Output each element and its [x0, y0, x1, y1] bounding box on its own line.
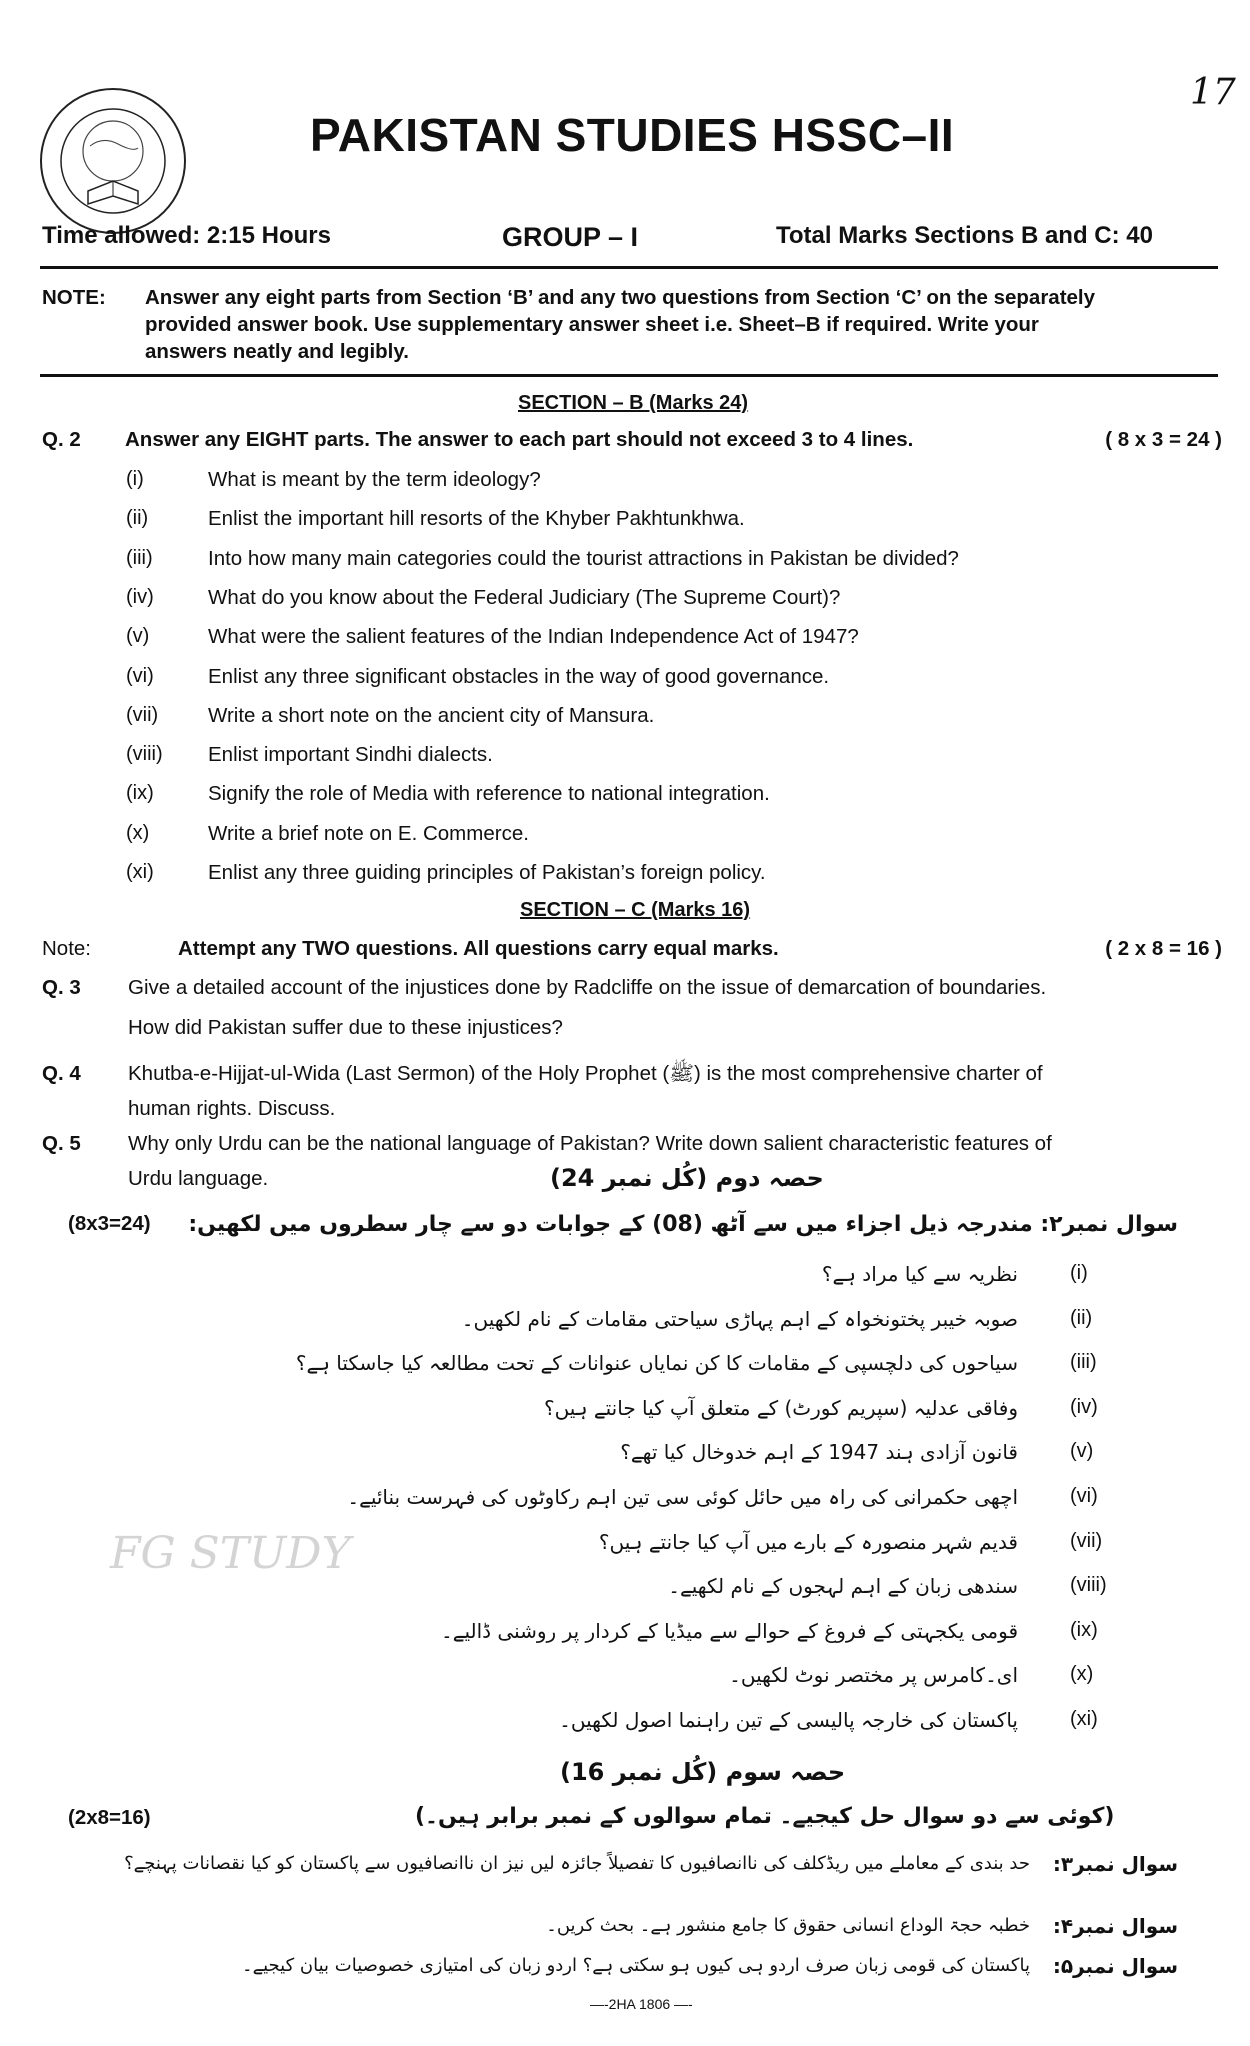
urdu-c-instruction: (کوئی سے دو سوال حل کیجیے۔ تمام سوالوں کے نمبر برابر ہیں۔)	[415, 1804, 1115, 1829]
question-item: Write a short note on the ancient city of Mansura.	[208, 703, 655, 727]
urdu-question-text: پاکستان کی قومی زبان صرف اردو ہی کیوں ہو سکتی ہے؟ اردو زبان کی امتیازی خصوصیات بیان کیجیے۔	[242, 1955, 1030, 1976]
urdu-item-number: (i)	[1070, 1262, 1088, 1284]
question-item: What is meant by the term ideology?	[208, 468, 541, 491]
question-text: Urdu language.	[128, 1167, 269, 1190]
urdu-question-text: حد بندی کے معاملے میں ریڈکلف کی ناانصافیوں کا تفصیلاً جائزہ لیں نیز ان ناانصافیوں سے پاکستان کو کیا نقصانات پہنچے؟	[124, 1853, 1030, 1874]
item-number: (vii)	[126, 703, 159, 726]
urdu-b-heading: حصہ دوم (کُل نمبر 24)	[550, 1164, 824, 1192]
question-item: Enlist any three guiding principles of Pakistan’s foreign policy.	[208, 861, 766, 884]
urdu-question-item: قومی یکجہتی کے فروغ کے حوالے سے میڈیا کے کردار پر روشنی ڈالیے۔	[441, 1618, 1018, 1643]
exam-title: PAKISTAN STUDIES HSSC–II	[310, 109, 955, 161]
question-text: How did Pakistan suffer due to these injustices?	[128, 1016, 563, 1039]
urdu-question-item: نظریہ سے کیا مراد ہے؟	[821, 1262, 1018, 1286]
urdu-item-number: (ix)	[1070, 1618, 1098, 1641]
section-b-heading: SECTION – B (Marks 24)	[518, 392, 749, 414]
divider	[40, 374, 1218, 377]
urdu-question-label: سوال نمبر۵:	[1052, 1954, 1178, 1978]
urdu-b-marks: (8x3=24)	[68, 1212, 151, 1235]
question-item: What were the salient features of the Indian Independence Act of 1947?	[208, 625, 859, 649]
note-line: Answer any eight parts from Section ‘B’ and any two questions from Section ‘C’ on the separately	[145, 286, 1096, 309]
urdu-c-heading: حصہ سوم (کُل نمبر 16)	[560, 1758, 846, 1786]
urdu-question-label: سوال نمبر۴:	[1052, 1914, 1178, 1938]
urdu-question-item: ای۔کامرس پر مختصر نوٹ لکھیں۔	[729, 1663, 1018, 1688]
question-item: Enlist the important hill resorts of the Khyber Pakhtunkhwa.	[208, 507, 745, 531]
section-c-instruction: Attempt any TWO questions. All questions carry equal marks.	[178, 937, 779, 960]
q2-instruction: Answer any EIGHT parts. The answer to each part should not exceed 3 to 4 lines.	[125, 428, 914, 451]
section-c-note-label: Note:	[42, 937, 91, 960]
section-c-marks: ( 2 x 8 = 16 )	[1105, 937, 1222, 960]
question-item: Into how many main categories could the tourist attractions in Pakistan be divided?	[208, 546, 959, 570]
item-number: (viii)	[126, 743, 163, 766]
item-number: (ix)	[126, 782, 154, 805]
question-text: Khutba-e-Hijjat-ul-Wida (Last Sermon) of the Holy Prophet (ﷺ) is the most comprehensive charter of	[128, 1062, 1043, 1085]
urdu-item-number: (iii)	[1070, 1351, 1097, 1374]
total-marks: Total Marks Sections B and C: 40	[776, 222, 1153, 249]
urdu-question-item: سندھی زبان کے اہم لہجوں کے نام لکھیے۔	[668, 1574, 1018, 1599]
question-item: Write a brief note on E. Commerce.	[208, 821, 529, 845]
question-text: human rights. Discuss.	[128, 1097, 336, 1120]
urdu-question-item: قانون آزادی ہند 1947 کے اہم خدوخال کیا تھے؟	[620, 1440, 1018, 1465]
urdu-item-number: (viii)	[1070, 1574, 1107, 1597]
divider	[40, 266, 1218, 269]
q2-label: Q. 2	[42, 428, 81, 451]
time-allowed: Time allowed: 2:15 Hours	[42, 222, 331, 249]
question-text: Why only Urdu can be the national language of Pakistan? Write down salient characteristic features of	[128, 1132, 1052, 1155]
item-number: (v)	[126, 625, 150, 648]
urdu-item-number: (v)	[1070, 1440, 1094, 1463]
urdu-item-number: (iv)	[1070, 1395, 1098, 1418]
urdu-item-number: (x)	[1070, 1663, 1094, 1686]
urdu-question-item: وفاقی عدلیہ (سپریم کورٹ) کے متعلق آپ کیا جانتے ہیں؟	[543, 1395, 1018, 1420]
item-number: (x)	[126, 821, 150, 844]
question-item: Enlist any three significant obstacles in the way of good governance.	[208, 664, 830, 688]
urdu-item-number: (vii)	[1070, 1529, 1103, 1552]
urdu-c-marks: (2x8=16)	[68, 1806, 151, 1829]
paper-code: —-2HA 1806 —-	[590, 1996, 693, 2012]
question-text: Give a detailed account of the injustices done by Radcliffe on the issue of demarcation of boundaries.	[128, 976, 1047, 999]
item-number: (xi)	[126, 861, 154, 883]
urdu-item-number: (ii)	[1070, 1306, 1093, 1329]
question-item: Signify the role of Media with reference to national integration.	[208, 782, 770, 806]
group-label: GROUP – I	[502, 222, 639, 252]
item-number: (i)	[126, 468, 144, 490]
note-line: provided answer book. Use supplementary answer sheet i.e. Sheet–B if required. Write your	[145, 313, 1039, 336]
question-item: What do you know about the Federal Judiciary (The Supreme Court)?	[208, 585, 841, 609]
urdu-item-number: (vi)	[1070, 1485, 1098, 1507]
urdu-question-label: سوال نمبر۳:	[1052, 1852, 1178, 1876]
urdu-question-item: اچھی حکمرانی کی راہ میں حائل کوئی سی تین اہم رکاوٹوں کی فہرست بنائیے۔	[347, 1485, 1018, 1509]
note-label: NOTE:	[42, 286, 106, 309]
urdu-item-number: (xi)	[1070, 1708, 1098, 1730]
urdu-q2-instruction: سوال نمبر۲: مندرجہ ذیل اجزاء میں سے آٹھ (08) کے جوابات دو سے چار سطروں میں لکھیں:	[188, 1212, 1178, 1237]
item-number: (iii)	[126, 546, 153, 569]
page-number: 17	[1190, 72, 1236, 113]
question-label: Q. 4	[42, 1062, 81, 1085]
urdu-question-item: قدیم شہر منصورہ کے بارے میں آپ کیا جانتے ہیں؟	[598, 1529, 1018, 1554]
board-seal-logo	[38, 86, 188, 236]
question-label: Q. 3	[42, 976, 81, 999]
note-line: answers neatly and legibly.	[145, 340, 409, 363]
item-number: (ii)	[126, 507, 149, 530]
urdu-question-text: خطبہ حجۃ الوداع انسانی حقوق کا جامع منشور ہے۔ بحث کریں۔	[546, 1915, 1030, 1936]
item-number: (vi)	[126, 664, 154, 687]
q2-marks: ( 8 x 3 = 24 )	[1105, 428, 1222, 451]
section-c-heading: SECTION – C (Marks 16)	[520, 899, 751, 921]
question-item: Enlist important Sindhi dialects.	[208, 743, 493, 767]
watermark: FG STUDY	[110, 1528, 351, 1579]
urdu-question-item: صوبہ خیبر پختونخواہ کے اہم پہاڑی سیاحتی مقامات کے نام لکھیں۔	[461, 1306, 1018, 1331]
item-number: (iv)	[126, 585, 154, 608]
urdu-question-item: پاکستان کی خارجہ پالیسی کے تین راہنما اصول لکھیں۔	[559, 1708, 1018, 1732]
question-label: Q. 5	[42, 1132, 81, 1155]
urdu-question-item: سیاحوں کی دلچسپی کے مقامات کا کن نمایاں عنوانات کے تحت مطالعہ کیا جاسکتا ہے؟	[295, 1351, 1018, 1376]
